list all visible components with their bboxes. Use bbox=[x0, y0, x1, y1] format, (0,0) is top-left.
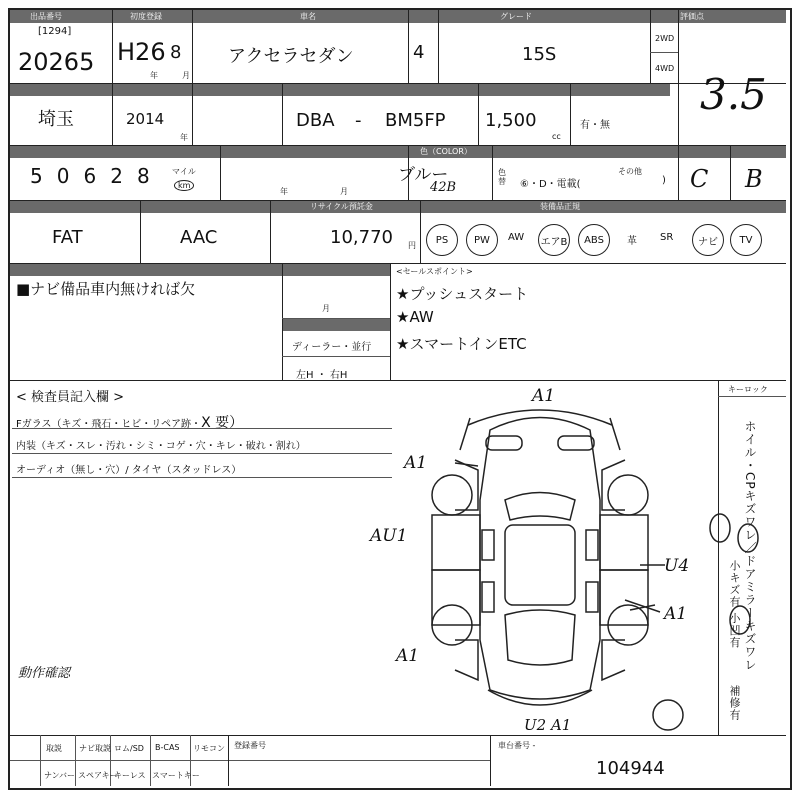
mileage-digits: 50628 bbox=[30, 164, 164, 188]
equip-aw: AW bbox=[508, 232, 525, 243]
transmission: FAT bbox=[52, 227, 83, 248]
shaken-year-label: 年 bbox=[280, 187, 288, 196]
side-note-1: ホイル・CPキズワレ／ドアミラーキズワレ bbox=[743, 420, 757, 672]
handwritten-note: 動作確認 bbox=[18, 666, 71, 681]
color-other-label: その他 bbox=[618, 167, 642, 176]
turbo-option: 有・無 bbox=[580, 120, 610, 131]
air-conditioning: AAC bbox=[180, 227, 218, 248]
mark-upper-left: A1 bbox=[404, 453, 428, 473]
key-lock-label: キーロック bbox=[728, 385, 768, 394]
year-label-2: 年 bbox=[180, 133, 188, 142]
mark-top: A1 bbox=[532, 386, 556, 406]
inspector-glass: Fガラス（キズ・飛石・ヒビ・リペア跡・X 要） bbox=[16, 415, 244, 431]
footer-chassis-number: 104944 bbox=[596, 758, 665, 779]
steering-side: 左H ・ 右H bbox=[296, 370, 348, 381]
equip-navi: ナビ bbox=[692, 224, 724, 256]
equip-leather: 革 bbox=[627, 236, 637, 247]
dealer-import: ディーラー・並行 bbox=[292, 342, 372, 353]
header-label-lot: 出品番号 bbox=[30, 12, 62, 21]
mark-left: AU1 bbox=[370, 526, 408, 546]
sales-point-1: ★プッシュスタート bbox=[396, 285, 529, 303]
sales-point-3: ★スマートインETC bbox=[396, 335, 527, 353]
lot-number: 20265 bbox=[18, 48, 95, 76]
inspector-title: < 検査員記入欄 > bbox=[16, 390, 125, 405]
inspector-audio: オーディオ（無し・穴）/ タイヤ（スタッドレス） bbox=[16, 465, 242, 476]
model-prefix: DBA bbox=[296, 110, 335, 131]
mark-bottom: U2 A1 bbox=[524, 716, 572, 734]
color-name: ブルー bbox=[398, 165, 449, 185]
mark-lower-right: A1 bbox=[664, 604, 688, 624]
mark-lower-left: A1 bbox=[396, 646, 420, 666]
car-doors: 4 bbox=[413, 42, 425, 63]
car-grade: 15S bbox=[522, 44, 557, 65]
header-label-color: 色（COLOR） bbox=[420, 147, 472, 156]
footer-spare-key: スペアキー bbox=[78, 771, 118, 780]
footer-manual: 取説 bbox=[46, 744, 62, 753]
recycle-month-label: 月 bbox=[322, 304, 330, 313]
header-label-year: 初度登録 bbox=[130, 12, 162, 21]
engine-cc: 1,500 bbox=[485, 110, 537, 131]
price-unit: 円 bbox=[408, 241, 416, 250]
grade-interior: B bbox=[745, 165, 763, 193]
header-label-score: 評価点 bbox=[680, 12, 704, 21]
cc-label: cc bbox=[552, 132, 561, 141]
model-code: BM5FP bbox=[385, 110, 446, 131]
model-dash: - bbox=[355, 110, 362, 131]
header-label-grade: グレード bbox=[500, 12, 532, 21]
equip-airbag: エアB bbox=[538, 224, 570, 256]
side-note-3: 補修有 bbox=[728, 685, 741, 721]
footer-rom-sd: ロム/SD bbox=[114, 744, 144, 753]
footer-keyless: キーレス bbox=[114, 771, 146, 780]
drive-2wd: 2WD bbox=[655, 34, 675, 43]
region: 埼玉 bbox=[38, 109, 74, 130]
equip-pw: PW bbox=[466, 224, 498, 256]
year-era: H26 bbox=[117, 38, 166, 66]
color-options: ⑥・D・電載( bbox=[520, 179, 581, 190]
footer-remote: リモコン bbox=[193, 744, 225, 753]
header-label-car: 車名 bbox=[300, 12, 316, 21]
mark-right: U4 bbox=[664, 556, 690, 576]
lot-bracket-number: [1294] bbox=[38, 26, 72, 37]
car-name: アクセラセダン bbox=[228, 46, 354, 67]
month-label: 月 bbox=[182, 71, 190, 80]
mileage-unit-mile: マイル bbox=[172, 167, 196, 176]
header-label-price: リサイクル預託金 bbox=[310, 202, 373, 211]
recycle-price: 10,770 bbox=[330, 227, 393, 248]
color-code: 42B bbox=[430, 180, 457, 195]
footer-navi-manual: ナビ取説 bbox=[79, 744, 111, 753]
footer-number-plate: ナンバー bbox=[44, 771, 76, 780]
footer-chassis-label: 車台番号 - bbox=[498, 741, 536, 750]
equip-abs: ABS bbox=[578, 224, 610, 256]
color-close: ) bbox=[662, 175, 666, 186]
footer-bcas: B-CAS bbox=[155, 743, 180, 752]
footer-reg-label: 登録番号 bbox=[234, 741, 266, 750]
header-label-equip: 装備品正規 bbox=[540, 202, 580, 211]
sales-points-label: <セールスポイント> bbox=[396, 267, 473, 276]
side-note-2: 小キズ有 小凹有 bbox=[728, 560, 741, 649]
mileage-unit-km: km bbox=[174, 180, 194, 191]
sales-point-2: ★AW bbox=[396, 308, 434, 326]
shaken-month-label: 月 bbox=[340, 187, 348, 196]
equip-sunroof: SR bbox=[660, 232, 674, 243]
score-handwritten: 3.5 bbox=[700, 70, 767, 119]
grade-exterior: C bbox=[690, 165, 709, 193]
drive-4wd: 4WD bbox=[655, 64, 675, 73]
footer-smart-key: スマートキー bbox=[152, 771, 200, 780]
inspector-interior: 内装（キズ・スレ・汚れ・シミ・コゲ・穴・キレ・破れ・割れ） bbox=[16, 441, 306, 452]
year-label: 年 bbox=[150, 71, 158, 80]
color-change-label: 色替 bbox=[498, 168, 506, 186]
notes-line-1: ■ナビ備品車内無ければ欠 bbox=[16, 280, 196, 298]
year-western: 2014 bbox=[126, 110, 165, 128]
equip-ps: PS bbox=[426, 224, 458, 256]
equip-tv: TV bbox=[730, 224, 762, 256]
year-month: 8 bbox=[170, 42, 182, 63]
